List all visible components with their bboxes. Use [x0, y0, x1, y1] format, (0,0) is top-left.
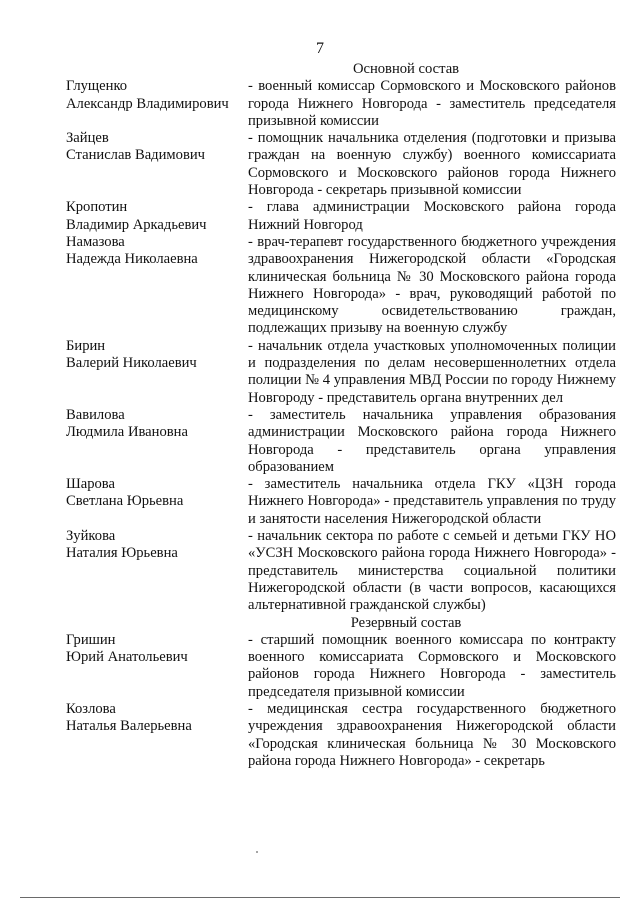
member-surname: Кропотин: [66, 199, 128, 216]
member-role: - военный комиссар Сормовского и Московского районов города Нижнего Новгорода - заместитель председателя призывной комиссии: [248, 78, 616, 129]
member-given-name: Юрий Анатольевич: [66, 649, 188, 666]
member-surname: Гришин: [66, 631, 116, 648]
member-entry: [66, 528, 616, 614]
member-name: [66, 528, 248, 614]
member-given-name: Александр Владимирович: [66, 95, 229, 112]
member-name: [66, 407, 248, 476]
scan-edge-line: [20, 897, 620, 898]
member-role: - глава администрации Московского района города Нижний Новгород: [248, 199, 616, 233]
reserve-section-title: Резервный состав: [350, 614, 462, 631]
commission-list: [66, 61, 616, 770]
member-name: [66, 701, 248, 770]
member-entry: [66, 476, 616, 528]
member-surname: Зайцев: [66, 130, 109, 147]
reserve-member-entry: [66, 632, 616, 701]
main-section-title: Основной состав: [352, 61, 460, 77]
member-given-name: Владимир Аркадьевич: [66, 216, 207, 233]
member-name: [66, 78, 248, 130]
member-given-name: Надежда Николаевна: [66, 251, 198, 268]
member-surname: Вавилова: [66, 406, 125, 423]
member-role: - начальник сектора по работе с семьей и детьми ГКУ НО «УСЗН Московского района города Нижнего Новгорода» - представитель министерства социальной политики Нижегородской области (в части вопросов, касающихся альтернативной гражданской службы): [248, 528, 616, 614]
member-name: [66, 234, 248, 338]
member-entry: [66, 130, 616, 199]
member-name: [66, 199, 248, 234]
member-given-name: Людмила Ивановна: [66, 424, 188, 441]
scan-speck: [256, 851, 258, 853]
member-entry: [66, 407, 616, 476]
member-entry: [66, 234, 616, 338]
member-surname: Козлова: [66, 700, 116, 717]
page-number: 7: [316, 40, 324, 57]
member-role: - помощник начальника отделения (подготовки и призыва граждан на военную службу) военного комиссариата Сормовского и Московского районов города Нижнего Новгорода - секретарь призывной комиссии: [248, 130, 616, 199]
member-name: [66, 632, 248, 701]
member-entry: [66, 338, 616, 407]
member-entry: [66, 199, 616, 234]
member-surname: Зуйкова: [66, 528, 116, 545]
member-role: - заместитель начальника управления образования администрации Московского района города Нижнего Новгорода - представитель органа управления образованием: [248, 406, 616, 475]
member-role: - врач-терапевт государственного бюджетного учреждения здравоохранения Нижегородской области «Городская клиническая больница № 30 Московского района города Нижнего Новгорода» - врач, руководящий работой по медицинскому освидетельствованию граждан, подлежащих призыву на военную службу: [248, 233, 616, 337]
member-given-name: Светлана Юрьевна: [66, 493, 184, 510]
member-surname: Намазова: [66, 233, 125, 250]
member-surname: Глущенко: [66, 78, 128, 95]
member-given-name: Валерий Николаевич: [66, 355, 197, 372]
member-name: [66, 338, 248, 407]
member-surname: Бирин: [66, 337, 106, 354]
member-role: - начальник отдела участковых уполномоченных полиции и подразделения по делам несовершеннолетних отдела полиции № 4 управления МВД России по городу Нижнему Новгороду - представитель органа внутренних дел: [248, 337, 616, 406]
member-given-name: Наталья Валерьевна: [66, 718, 192, 735]
member-role: - заместитель начальника отдела ГКУ «ЦЗН города Нижнего Новгорода» - представитель управления по труду и занятости населения Нижегородской области: [248, 476, 616, 527]
member-name: [66, 130, 248, 199]
reserve-member-entry: [66, 701, 616, 770]
member-entry: [66, 78, 616, 130]
member-name: [66, 476, 248, 528]
member-role: - старший помощник военного комиссара по контракту военного комиссариата Сормовского и Московского районов города Нижнего Новгорода - заместитель председателя призывной комиссии: [248, 631, 616, 700]
member-role: - медицинская сестра государственного бюджетного учреждения здравоохранения Нижегородской области «Городская клиническая больница № 30 Московского района города Нижнего Новгорода» - секретарь: [248, 700, 616, 769]
member-given-name: Наталия Юрьевна: [66, 545, 178, 562]
member-given-name: Станислав Вадимович: [66, 147, 205, 164]
member-surname: Шарова: [66, 476, 115, 493]
